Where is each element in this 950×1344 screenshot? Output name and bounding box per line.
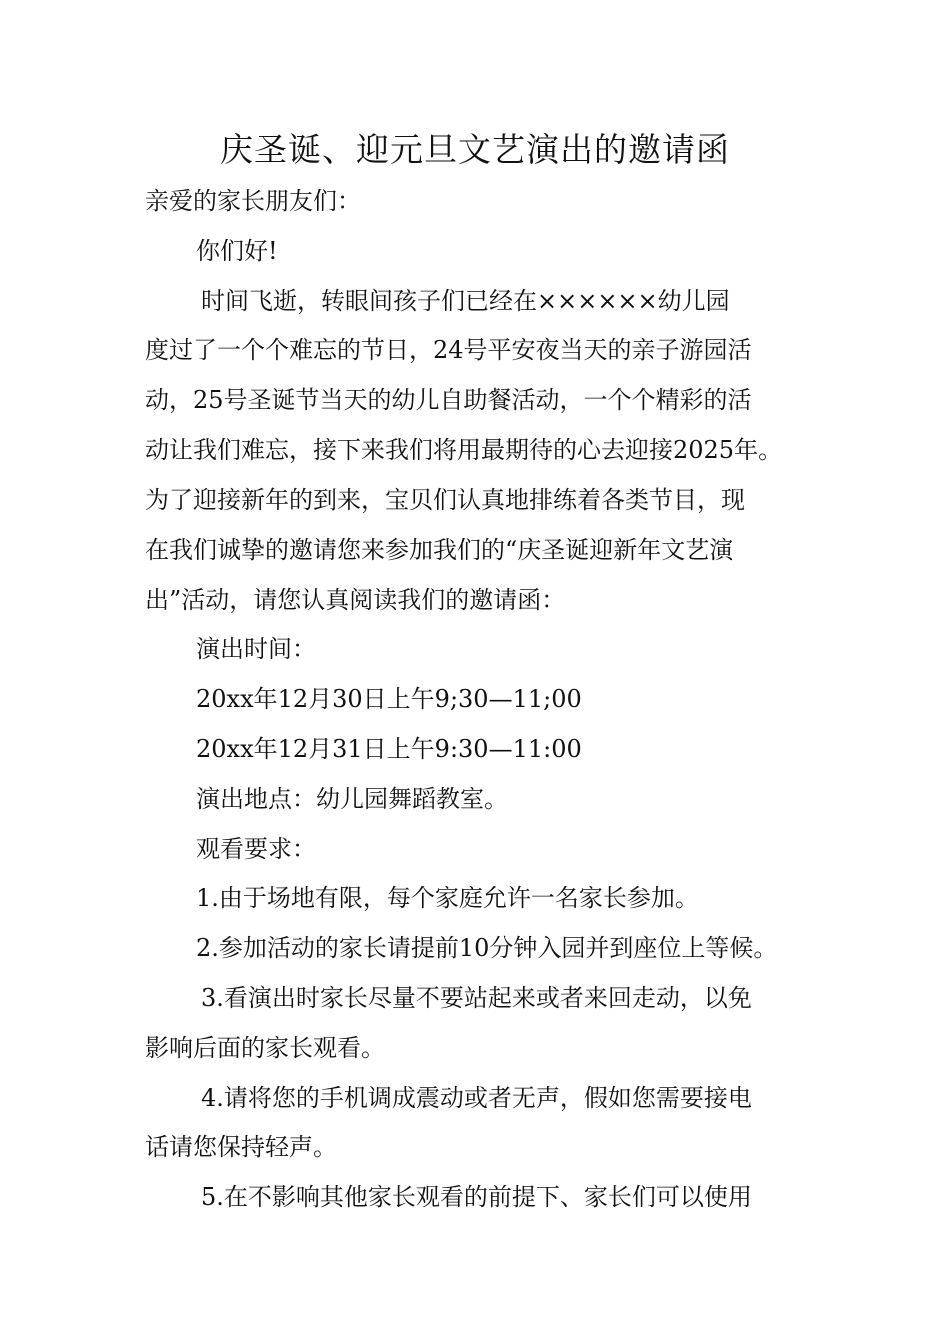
- rule-item-continued: 影响后面的家长观看。: [145, 1034, 385, 1062]
- rules-label: 观看要求：: [196, 835, 316, 863]
- intro-line: 出”活动，请您认真阅读我们的邀请函：: [145, 586, 566, 614]
- venue: 演出地点：幼儿园舞蹈教室。: [196, 785, 508, 813]
- intro-line: 时间飞逝，转眼间孩子们已经在××××××幼儿园: [201, 287, 730, 315]
- rule-item: 5.在不影响其他家长观看的前提下、家长们可以使用: [201, 1183, 752, 1211]
- intro-line: 动让我们难忘，接下来我们将用最期待的心去迎接2025年。: [145, 436, 783, 464]
- intro-line: 在我们诚挚的邀请您来参加我们的“庆圣诞迎新年文艺演: [145, 536, 734, 564]
- rule-item: 2.参加活动的家长请提前10分钟入园并到座位上等候。: [196, 934, 778, 962]
- hello: 你们好!: [196, 237, 278, 265]
- intro-line: 动，25号圣诞节当天的幼儿自助餐活动，一个个精彩的活: [145, 386, 752, 414]
- time-entry: 20xx年12月31日上午9:30—11:00: [196, 735, 582, 763]
- time-label: 演出时间：: [196, 635, 316, 663]
- rule-item-continued: 话请您保持轻声。: [145, 1133, 337, 1161]
- greeting: 亲爱的家长朋友们：: [145, 187, 361, 215]
- intro-line: 为了迎接新年的到来，宝贝们认真地排练着各类节目，现: [145, 486, 745, 514]
- intro-line: 度过了一个个难忘的节日，24号平安夜当天的亲子游园活: [145, 336, 752, 364]
- document-title: 庆圣诞、迎元旦文艺演出的邀请函: [220, 130, 730, 169]
- time-entry: 20xx年12月30日上午9;30—11;00: [196, 685, 582, 713]
- rule-item: 1.由于场地有限，每个家庭允许一名家长参加。: [196, 884, 699, 912]
- rule-item: 3.看演出时家长尽量不要站起来或者来回走动，以免: [201, 984, 752, 1012]
- rule-item: 4.请将您的手机调成震动或者无声，假如您需要接电: [201, 1084, 752, 1112]
